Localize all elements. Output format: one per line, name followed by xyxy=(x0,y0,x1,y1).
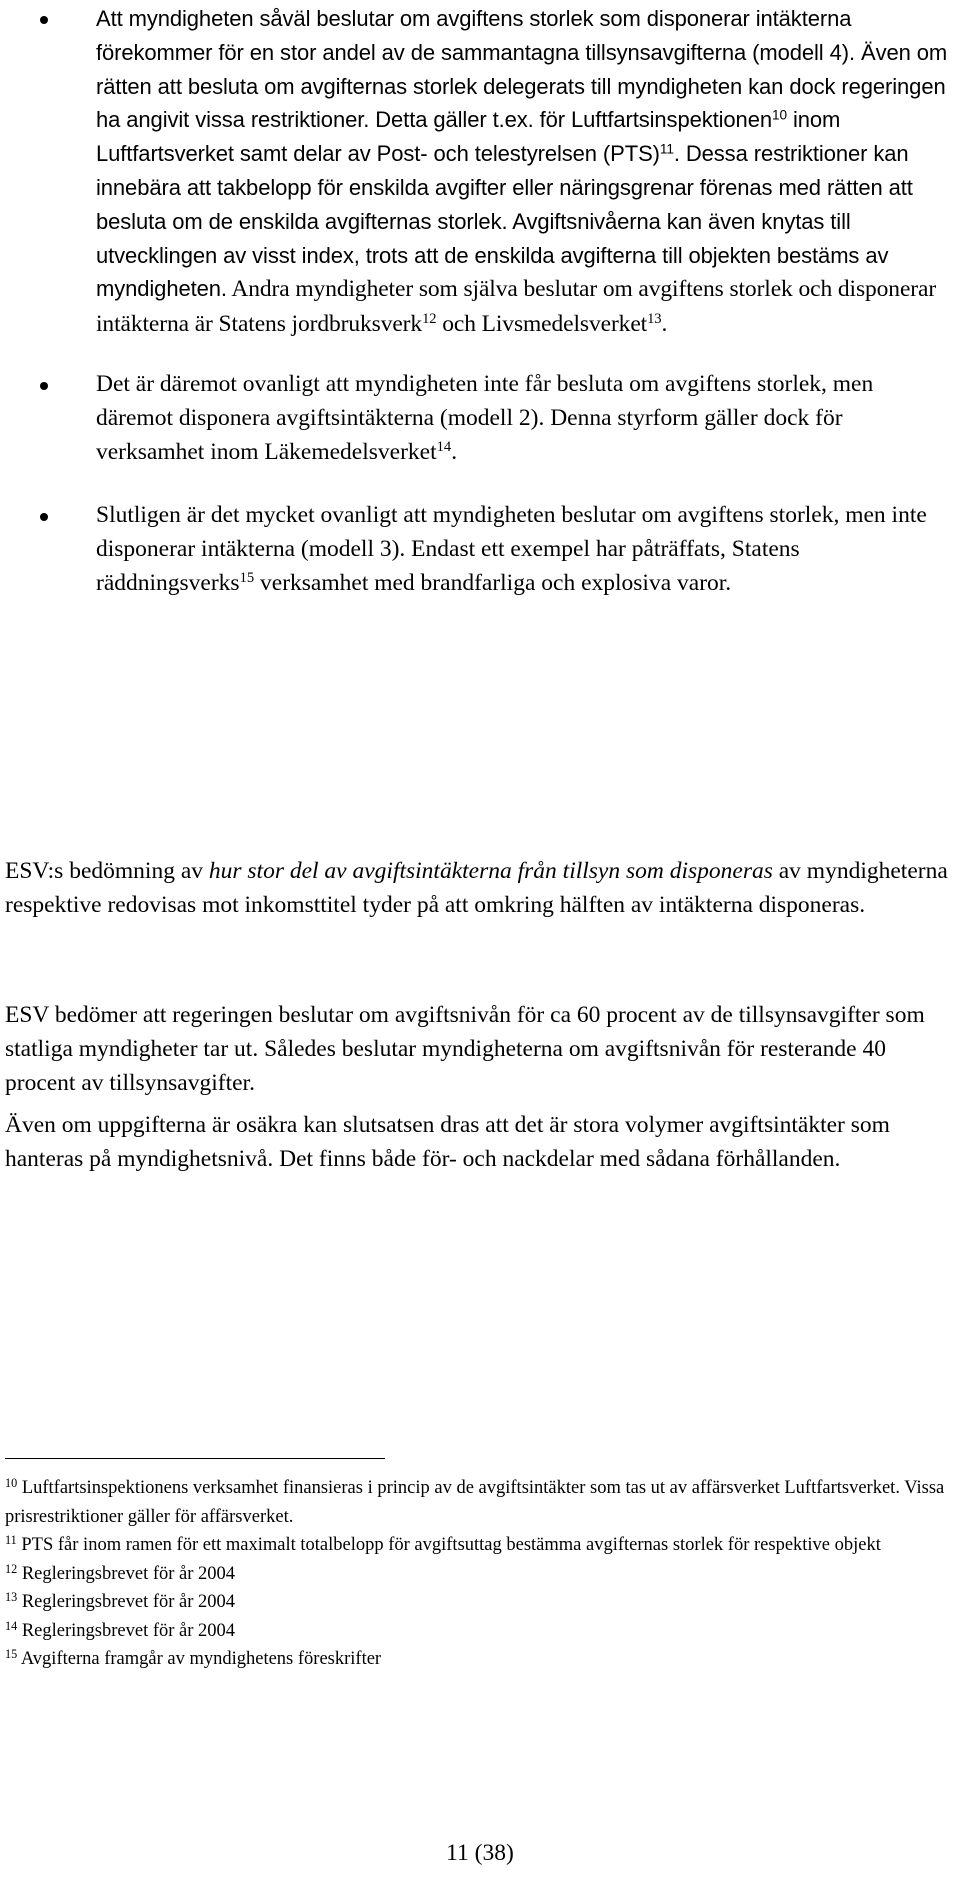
footnote-ref-10[interactable]: 10 xyxy=(771,107,787,123)
footnote-ref-14[interactable]: 14 xyxy=(436,438,452,455)
bullet-list xyxy=(40,2,955,631)
footnote-ref-11[interactable]: 11 xyxy=(659,141,674,157)
footnote-ref-12[interactable]: 12 xyxy=(422,311,437,328)
bullet-item-modell-3 xyxy=(40,499,955,600)
paragraph-slutsats: Även om uppgifterna är osäkra kan slutsatsen dras att det är stora volymer avgiftsintäkter som hanteras på myndighetsnivå. Det finns både för- och nackdelar med sådana förhållanden. xyxy=(5,1112,890,1172)
paragraph-avgiftsniva: ESV bedömer att regeringen beslutar om avgiftsnivån för ca 60 procent av de tillsynsavgifter som statliga myndigheter tar ut. Således beslutar myndigheterna om avgiftsnivån för resterande 40 procent av tillsynsavgifter. xyxy=(5,1002,925,1096)
bullet-text: Det är däremot ovanligt att myndigheten inte får besluta om avgiftens storlek, men däremot disponera avgiftsintäkterna (modell 2). Denna styrform gäller dock för verksamhet inom Läkemedelsverket$^{14}$. xyxy=(96,370,874,465)
footnote-ref-13[interactable]: 13 xyxy=(647,311,662,328)
bullet-icon xyxy=(40,16,48,24)
footnote-10: $^{10}$ Luftfartsinspektionens verksamhet finansieras i princip av de avgiftsintäkter som tas ut av affärsverket Luftfartsverket. Vissa prisrestriktioner gäller för affärsverket. xyxy=(5,1475,945,1527)
footnote-ref-15[interactable]: 15 xyxy=(239,569,255,586)
bullet-item-modell-2 xyxy=(40,368,955,469)
footnote-12: $^{12}$ Regleringsbrevet för år 2004 xyxy=(5,1561,236,1584)
bullet-item-modell-4 xyxy=(40,2,955,342)
bullet-icon xyxy=(40,382,48,390)
bullet-text: Slutligen är det mycket ovanligt att myndigheten beslutar om avgiftens storlek, men inte disponerar intäkterna (modell 3). Endast ett exempel har påträffats, Statens räddningsverks$^{15}$ verksamhet med brandfarliga och explosiva varor. xyxy=(96,502,927,596)
bullet-icon xyxy=(40,513,48,521)
paragraph-esv-bedomning: ESV:s bedömning av hur stor del av avgiftsintäkterna från tillsyn som disponeras av myndigheterna respektive redovisas mot inkomsttitel tyder på att omkring hälften av intäkterna disponeras. xyxy=(5,858,948,918)
footnote-13: $^{13}$ Regleringsbrevet för år 2004 xyxy=(5,1589,236,1612)
bullet-text-serif: Andra myndigheter som själva beslutar om avgiftens storlek och disponerar intäkterna är Statens jordbruksverk$^{12}$ och Livsmedelsverket$^{13}$. xyxy=(96,276,937,338)
page-number: 11 (38) xyxy=(446,1840,514,1866)
italic-phrase: hur stor del av avgiftsintäkterna från tillsyn som disponeras xyxy=(208,858,773,884)
footnote-11: $^{11}$ PTS får inom ramen för ett maximalt totalbelopp för avgiftsuttag bestämma avgifternas storlek för respektive objekt xyxy=(5,1532,881,1555)
footnote-14: $^{14}$ Regleringsbrevet för år 2004 xyxy=(5,1618,236,1641)
footnote-divider xyxy=(5,1458,385,1459)
bullet-text: Att myndigheten såväl beslutar om avgiftens storlek som disponerar intäkterna förekommer för en stor andel av de sammantagna tillsynsavgifterna (modell 4). Även om rätten att besluta om avgifternas storlek delegerats till myndigheten kan dock regeringen ha angivit vissa restriktioner. Detta gäller t.ex. för Luftfartsinspektionen$^{10}$ inom Luftfartsverket samt delar av Post- och telestyrelsen (PTS)$^{11}$. Dessa restriktioner kan innebära att takbelopp för enskilda avgifter eller näringsgrenar förenas med rätten att besluta om de enskilda avgifternas storlek. Avgiftsnivåerna kan även knytas till utvecklingen av visst index, trots att de enskilda avgifterna till objekten bestäms av myndigheten. xyxy=(96,6,948,302)
footnotes xyxy=(5,1474,955,1674)
footnote-15: $^{15}$ Avgifterna framgår av myndighetens föreskrifter xyxy=(5,1646,382,1669)
